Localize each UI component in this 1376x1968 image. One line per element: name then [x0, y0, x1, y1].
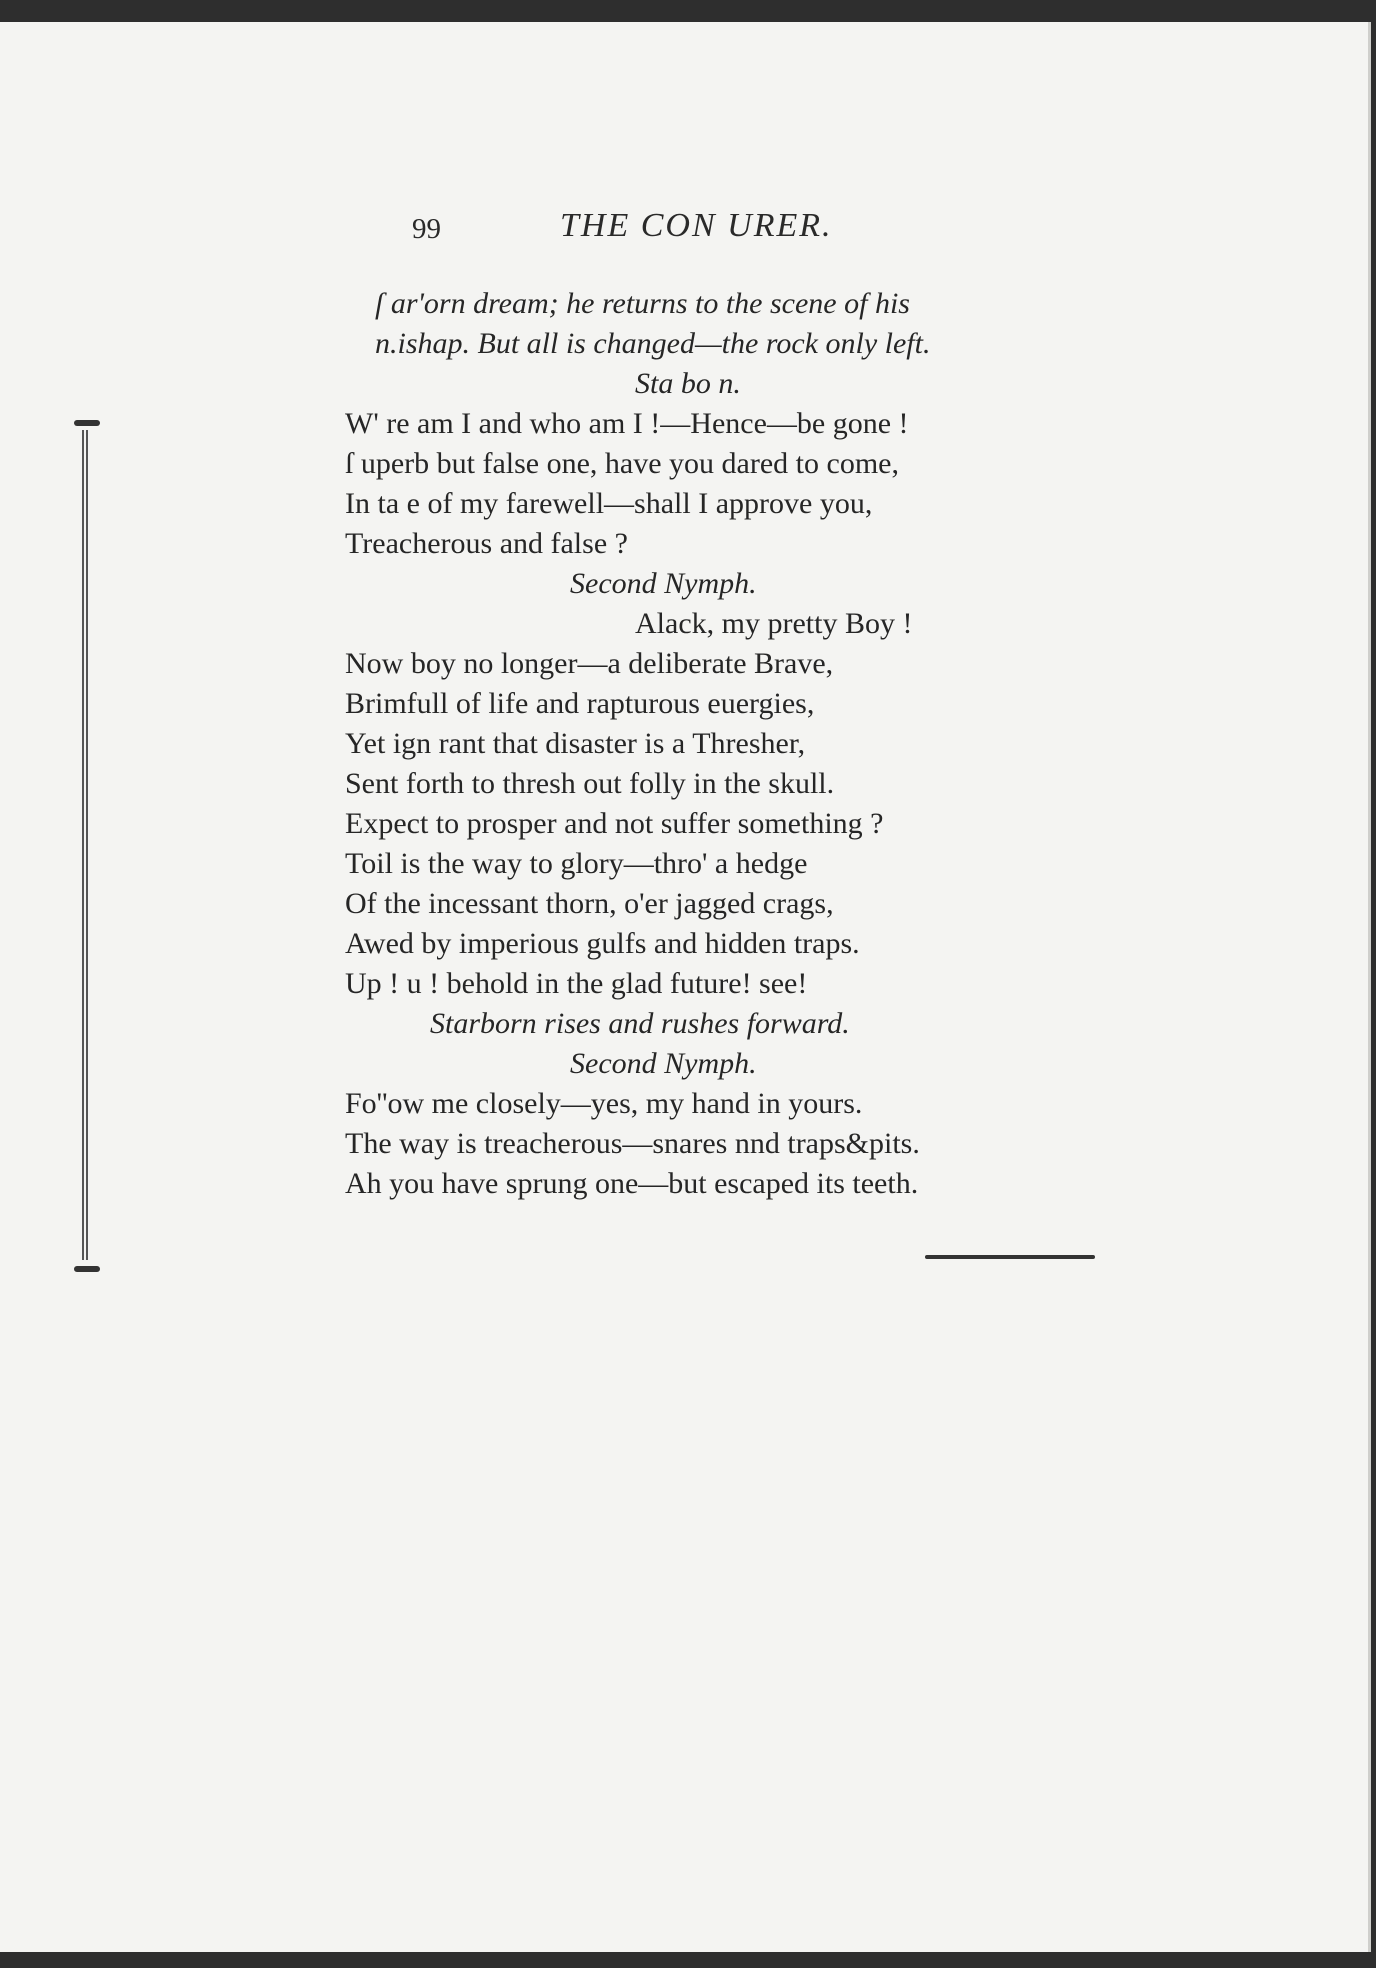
verse-line: Alack, my pretty Boy ! — [635, 607, 913, 640]
margin-bracket-mark — [70, 412, 110, 1282]
verse-line: Brimfull of life and rapturous euergies, — [345, 687, 815, 720]
verse-line: W' re am I and who am I !—Hence—be gone ! — [345, 407, 909, 440]
verse-line: Yet ign rant that disaster is a Thresher, — [345, 727, 806, 760]
handwritten-underline — [925, 1255, 1095, 1259]
verse-line: Sent forth to thresh out folly in the skull. — [345, 767, 835, 800]
running-title: THE CON URER. — [560, 207, 833, 244]
bracket-bottom-cap — [74, 1266, 100, 1272]
verse-line: Awed by imperious gulfs and hidden traps. — [345, 927, 860, 960]
verse-line: Toil is the way to glory—thro' a hedge — [345, 847, 808, 880]
speaker-name: Sta bo n. — [635, 367, 741, 400]
verse-line: Up ! u ! behold in the glad future! see! — [345, 967, 808, 1000]
bracket-top-cap — [74, 420, 100, 426]
stage-direction: Starborn rises and rushes forward. — [430, 1007, 850, 1040]
verse-line: Expect to prosper and not suffer something ? — [345, 807, 884, 840]
bracket-line — [82, 430, 88, 1260]
verse-line: Now boy no longer—a deliberate Brave, — [345, 647, 834, 680]
verse-line: ſ uperb but false one, have you dared to come, — [345, 447, 899, 480]
verse-line: Treacherous and false ? — [345, 527, 628, 560]
stage-direction: ſ ar'orn dream; he returns to the scene of his — [375, 287, 910, 320]
verse-line: Fo''ow me closely—yes, my hand in yours. — [345, 1087, 863, 1120]
page-header — [0, 207, 1368, 257]
verse-line: In ta e of my farewell—shall I approve you, — [345, 487, 873, 520]
speaker-name: Second Nymph. — [570, 1047, 757, 1080]
page-number: 99 — [412, 213, 441, 245]
verse-line: Ah you have sprung one—but escaped its teeth. — [345, 1167, 919, 1200]
verse-text — [345, 284, 1105, 1204]
speaker-name: Second Nymph. — [570, 567, 757, 600]
verse-line: The way is treacherous—snares nnd traps&pits. — [345, 1127, 920, 1160]
book-page — [0, 22, 1371, 1952]
stage-direction: n.ishap. But all is changed—the rock only left. — [375, 327, 931, 360]
verse-line: Of the incessant thorn, o'er jagged crags, — [345, 887, 834, 920]
